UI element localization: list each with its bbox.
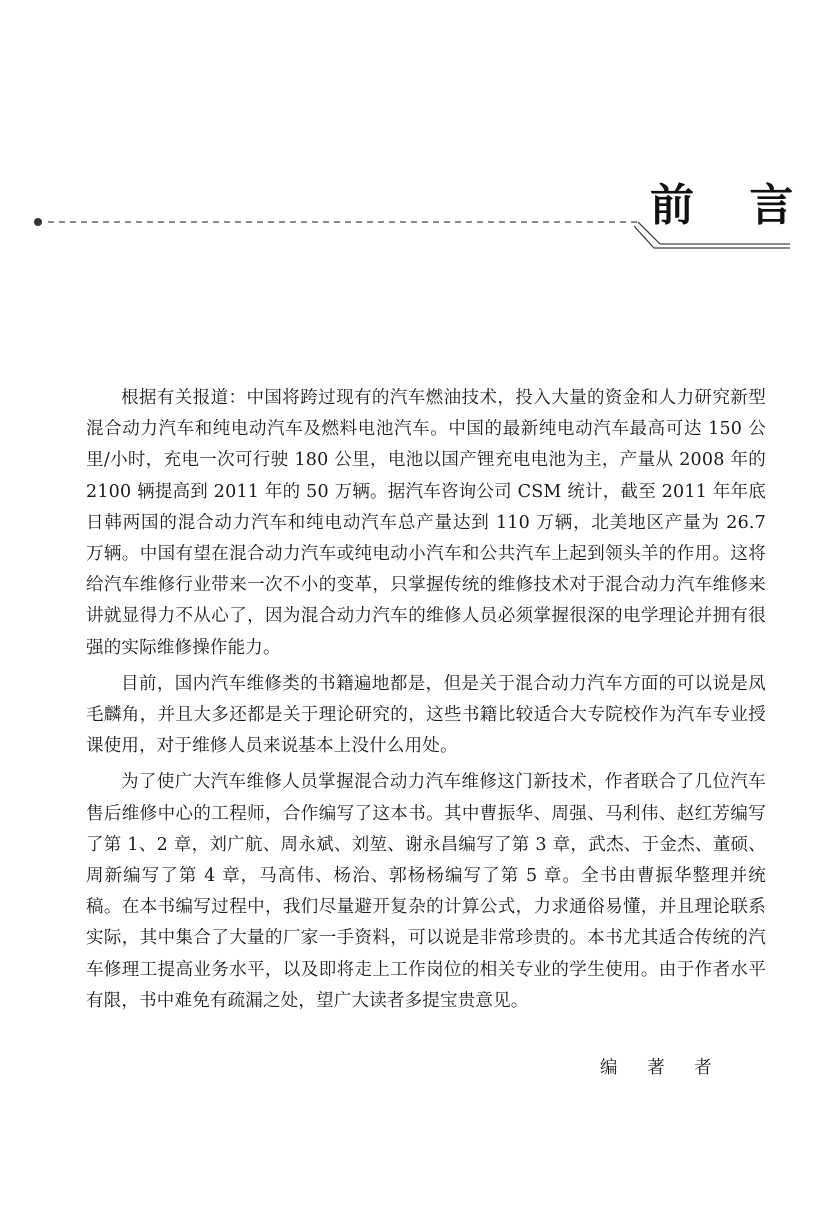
- author-signature: 编 著 者: [600, 1058, 724, 1078]
- header-divider: [30, 200, 790, 260]
- paragraph-3: 为了使广大汽车维修人员掌握混合动力汽车维修这门新技术，作者联合了几位汽车售后维修中心的工程师，合作编写了这本书。其中曹振华、周强、马利伟、赵红芳编写了第 1、2 章，刘广航、周永斌、刘堃、谢永昌编写了第 3 章，武杰、于金杰、董硕、周新编写了第 4 章，马高伟、杨治、郭杨杨编写了第 5 章。全书由曹振华整理并统稿。在本书编写过程中，我们尽量避开复杂的计算公式，力求通俗易懂，并且理论联系实际，其中集合了大量的厂家一手资料，可以说是非常珍贵的。本书尤其适合传统的汽车修理工提高业务水平，以及即将走上工作岗位的相关专业的学生使用。由于作者水平有限，书中难免有疏漏之处，望广大读者多提宝贵意见。: [86, 772, 766, 1011]
- divider-dot-icon: [34, 218, 42, 226]
- paragraph-1: 根据有关报道：中国将跨过现有的汽车燃油技术，投入大量的资金和人力研究新型混合动力汽车和纯电动汽车及燃料电池汽车。中国的最新纯电动汽车最高可达 150 公里/小时，充电一次可行驶 180 公里，电池以国产锂充电电池为主，产量从 2008 年的 2100 辆提高到 2011 年的 50 万辆。据汽车咨询公司 CSM 统计，截至 2011 年年底日韩两国的混合动力汽车和纯电动汽车总产量达到 110 万辆，北美地区产量为 26.7 万辆。中国有望在混合动力汽车或纯电动小汽车和公共汽车上起到领头羊的作用。这将给汽车维修行业带来一次不小的变革，只掌握传统的维修技术对于混合动力汽车维修来讲就显得力不从心了，因为混合动力汽车的维修人员必须掌握很深的电学理论并拥有很强的实际维修操作能力。: [86, 388, 766, 658]
- divider-bend-upper: [638, 222, 790, 244]
- page-title: 前 言: [650, 180, 814, 231]
- paragraph-2: 目前，国内汽车维修类的书籍遍地都是，但是关于混合动力汽车方面的可以说是凤毛麟角，并且大多还都是关于理论研究的，这些书籍比较适合大专院校作为汽车专业授课使用，对于维修人员来说基本上没什么用处。: [86, 673, 766, 757]
- preface-body: [86, 383, 766, 1022]
- divider-bend-lower: [634, 226, 790, 248]
